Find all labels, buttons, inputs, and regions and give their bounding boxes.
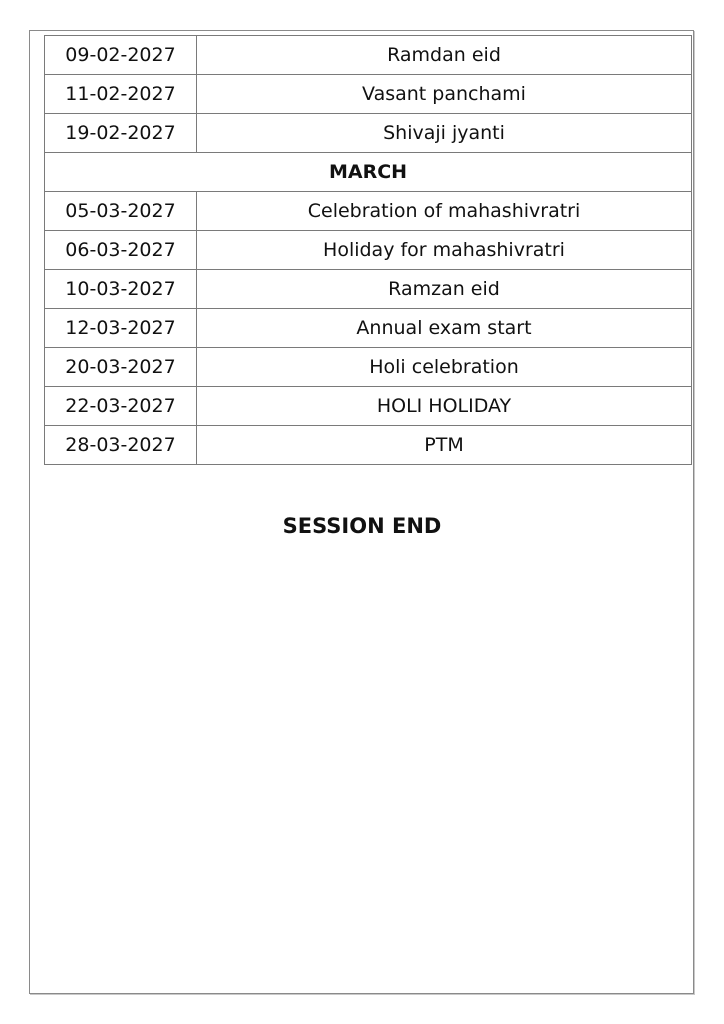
holiday-calendar-table — [44, 35, 692, 465]
table-row — [45, 192, 692, 231]
date-cell: 05-03-2027 — [45, 192, 197, 231]
date-cell: 09-02-2027 — [45, 36, 197, 75]
event-cell: Annual exam start — [197, 309, 692, 348]
event-cell: Vasant panchami — [197, 75, 692, 114]
event-cell: Celebration of mahashivratri — [197, 192, 692, 231]
date-cell: 12-03-2027 — [45, 309, 197, 348]
table-row — [45, 114, 692, 153]
event-cell: Holiday for mahashivratri — [197, 231, 692, 270]
table-row — [45, 426, 692, 465]
date-cell: 06-03-2027 — [45, 231, 197, 270]
table-row — [45, 231, 692, 270]
date-cell: 11-02-2027 — [45, 75, 197, 114]
table-row — [45, 309, 692, 348]
date-cell: 20-03-2027 — [45, 348, 197, 387]
month-header-row — [45, 153, 692, 192]
event-cell: Ramdan eid — [197, 36, 692, 75]
table-row — [45, 75, 692, 114]
date-cell: 10-03-2027 — [45, 270, 197, 309]
session-end-heading: SESSION END — [282, 514, 442, 538]
event-cell: Ramzan eid — [197, 270, 692, 309]
table-row — [45, 348, 692, 387]
date-cell: 19-02-2027 — [45, 114, 197, 153]
date-cell: 28-03-2027 — [45, 426, 197, 465]
event-cell: HOLI HOLIDAY — [197, 387, 692, 426]
event-cell: PTM — [197, 426, 692, 465]
date-cell: 22-03-2027 — [45, 387, 197, 426]
table-row — [45, 270, 692, 309]
event-cell: Holi celebration — [197, 348, 692, 387]
table-row — [45, 36, 692, 75]
event-cell: Shivaji jyanti — [197, 114, 692, 153]
table-row — [45, 387, 692, 426]
month-header: MARCH — [45, 153, 692, 192]
